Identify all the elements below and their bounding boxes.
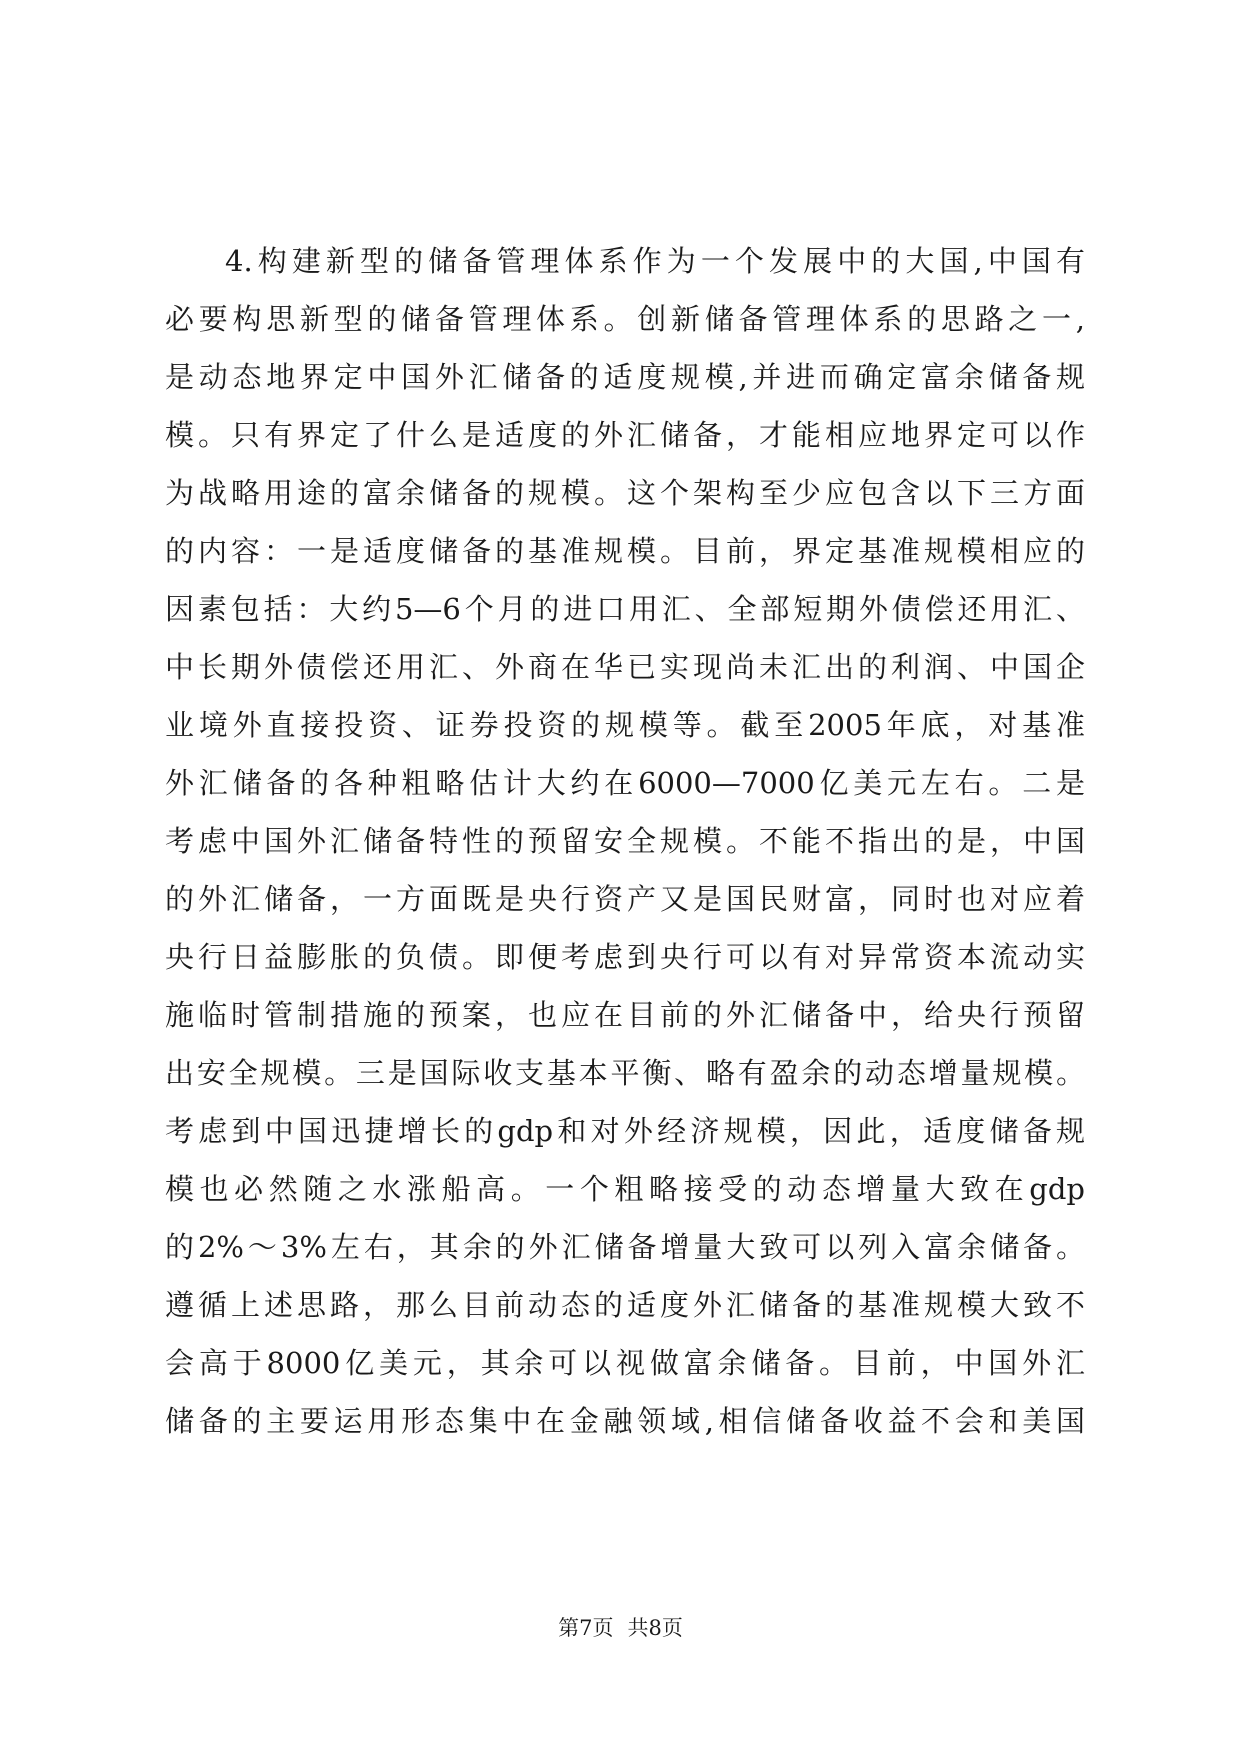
text-line: 的2%～3%左右，其余的外汇储备增量大致可以列入富余储备。 [165, 1230, 1085, 1264]
text-line: 施临时管制措施的预案，也应在目前的外汇储备中，给央行预留 [165, 998, 1085, 1032]
text-line: 考虑中国外汇储备特性的预留安全规模。不能不指出的是，中国 [165, 824, 1085, 858]
page-number: 第7页 [558, 1616, 614, 1640]
text-line: 模也必然随之水涨船高。一个粗略接受的动态增量大致在gdp [165, 1172, 1085, 1206]
text-line: 因素包括：大约5—6个月的进口用汇、全部短期外债偿还用汇、 [165, 592, 1085, 626]
text-line: 的内容：一是适度储备的基准规模。目前，界定基准规模相应的 [165, 534, 1085, 568]
page-footer [0, 1612, 1241, 1642]
text-line: 外汇储备的各种粗略估计大约在6000—7000亿美元左右。二是 [165, 766, 1085, 800]
text-line: 必要构思新型的储备管理体系。创新储备管理体系的思路之一, [165, 302, 1085, 336]
text-line: 模。只有界定了什么是适度的外汇储备，才能相应地界定可以作 [165, 418, 1085, 452]
text-line: 央行日益膨胀的负债。即便考虑到央行可以有对异常资本流动实 [165, 940, 1085, 974]
page-total: 共8页 [627, 1616, 683, 1640]
body-paragraph [165, 232, 1085, 1450]
text-line: 考虑到中国迅捷增长的gdp和对外经济规模，因此，适度储备规 [165, 1114, 1085, 1148]
text-line: 会高于8000亿美元，其余可以视做富余储备。目前，中国外汇 [165, 1346, 1085, 1380]
text-line: 中长期外债偿还用汇、外商在华已实现尚未汇出的利润、中国企 [165, 650, 1085, 684]
text-line: 业境外直接投资、证券投资的规模等。截至2005年底，对基准 [165, 708, 1085, 742]
text-line: 4.构建新型的储备管理体系作为一个发展中的大国,中国有 [225, 244, 1085, 278]
text-line: 是动态地界定中国外汇储备的适度规模,并进而确定富余储备规 [165, 360, 1085, 394]
text-line: 遵循上述思路，那么目前动态的适度外汇储备的基准规模大致不 [165, 1288, 1085, 1322]
text-line: 出安全规模。三是国际收支基本平衡、略有盈余的动态增量规模。 [165, 1056, 1085, 1090]
text-line: 的外汇储备，一方面既是央行资产又是国民财富，同时也对应着 [165, 882, 1085, 916]
text-line: 储备的主要运用形态集中在金融领域,相信储备收益不会和美国 [165, 1404, 1085, 1438]
text-line: 为战略用途的富余储备的规模。这个架构至少应包含以下三方面 [165, 476, 1085, 510]
